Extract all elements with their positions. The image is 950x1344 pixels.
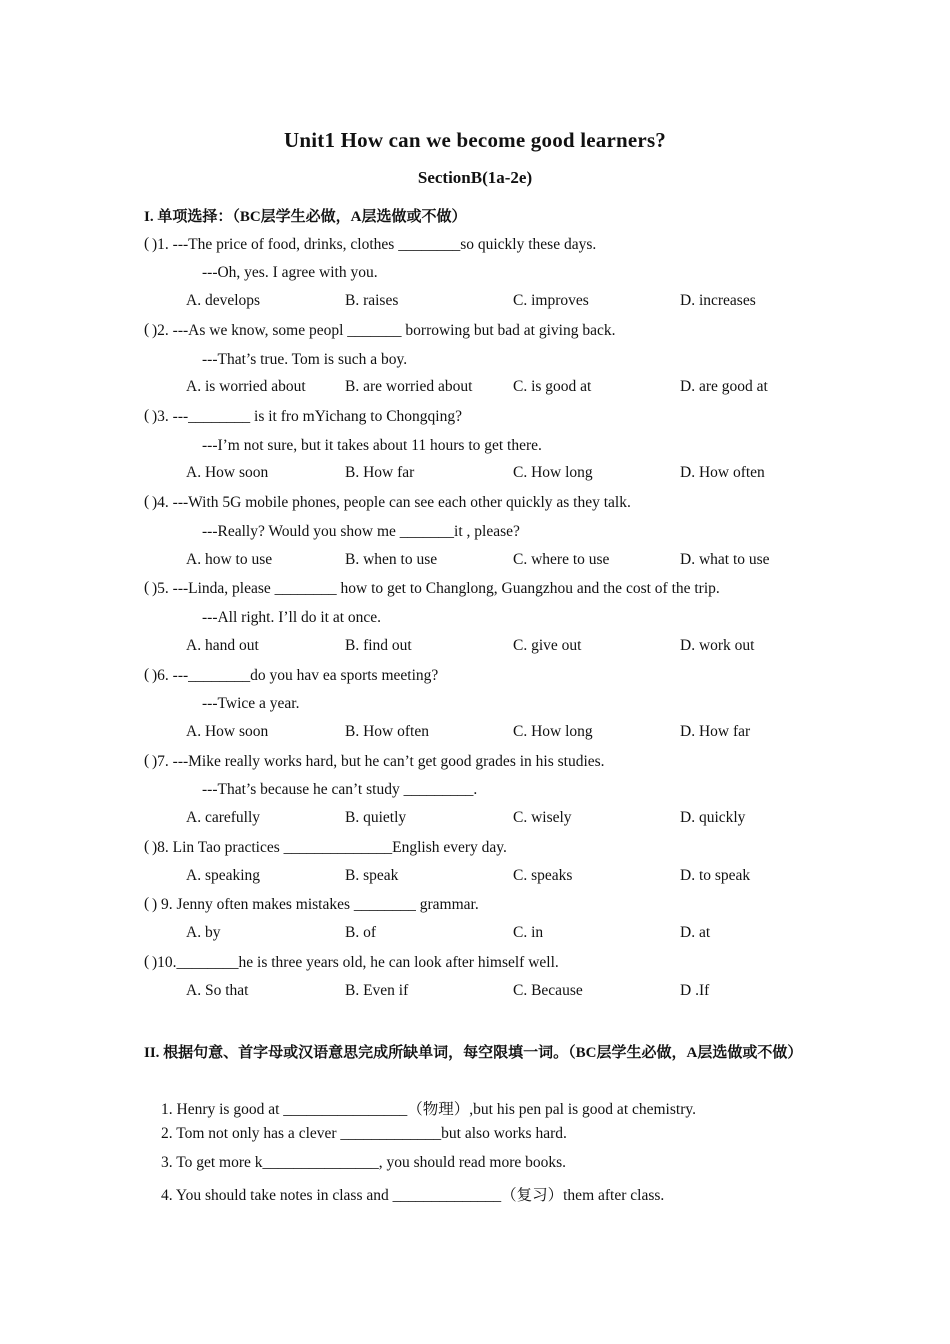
fill-item-4: 4. You should take notes in class and ______________（复习）them after class.: [161, 1187, 665, 1204]
option-d: D. at: [680, 924, 711, 941]
option-b: B. How often: [345, 723, 429, 740]
option-a: A. is worried about: [186, 378, 306, 395]
section1-heading: I. 单项选择：（BC层学生必做，A层选做或不做）: [144, 209, 467, 225]
option-a: A. hand out: [186, 637, 259, 654]
answer-paren: (: [144, 895, 150, 912]
option-a: A. How soon: [186, 464, 269, 481]
answer-paren: (: [144, 321, 150, 338]
option-d: D. what to use: [680, 551, 770, 568]
fill-item-3: 3. To get more k_______________, you should read more books.: [161, 1154, 567, 1171]
answer-paren: (: [144, 579, 150, 596]
option-b: B. How far: [345, 464, 415, 481]
question-line: )4. ---With 5G mobile phones, people can see each other quickly as they talk.: [152, 494, 631, 511]
question-line: )6. ---________do you hav ea sports meeting?: [152, 667, 439, 684]
fill-item-2: 2. Tom not only has a clever _____________but also works hard.: [161, 1125, 567, 1142]
option-d: D. increases: [680, 292, 756, 309]
option-a: A. how to use: [186, 551, 273, 568]
option-d: D. are good at: [680, 378, 768, 395]
answer-paren: (: [144, 953, 150, 970]
option-b: B. Even if: [345, 982, 409, 999]
option-d: D. to speak: [680, 867, 751, 884]
option-b: B. when to use: [345, 551, 438, 568]
option-b: B. of: [345, 924, 376, 941]
answer-paren: (: [144, 752, 150, 769]
question-line: ---That’s because he can’t study _________.: [202, 781, 478, 798]
answer-paren: (: [144, 493, 150, 510]
question-line: )7. ---Mike really works hard, but he can’t get good grades in his studies.: [152, 753, 605, 770]
question-line: ---All right. I’ll do it at once.: [202, 609, 382, 626]
question-line: ) 9. Jenny often makes mistakes ________ grammar.: [152, 896, 479, 913]
question-line: ---That’s true. Tom is such a boy.: [202, 351, 408, 368]
question-line: )8. Lin Tao practices ______________English every day.: [152, 839, 507, 856]
option-d: D. How often: [680, 464, 765, 481]
option-d: D .If: [680, 982, 710, 999]
option-c: C. give out: [513, 637, 582, 654]
option-d: D. work out: [680, 637, 755, 654]
option-c: C. How long: [513, 723, 593, 740]
answer-paren: (: [144, 838, 150, 855]
question-line: ---I’m not sure, but it takes about 11 hours to get there.: [202, 437, 542, 454]
page-subtitle: SectionB(1a-2e): [417, 168, 533, 187]
answer-paren: (: [144, 407, 150, 424]
option-a: A. How soon: [186, 723, 269, 740]
option-b: B. are worried about: [345, 378, 473, 395]
option-b: B. raises: [345, 292, 399, 309]
question-line: )2. ---As we know, some peopl _______ borrowing but bad at giving back.: [152, 322, 616, 339]
option-d: D. quickly: [680, 809, 746, 826]
question-line: ---Oh, yes. I agree with you.: [202, 264, 378, 281]
question-line: )10.________he is three years old, he can look after himself well.: [152, 954, 559, 971]
option-a: A. carefully: [186, 809, 261, 826]
question-line: ---Really? Would you show me _______it , please?: [202, 523, 520, 540]
option-c: C. Because: [513, 982, 583, 999]
option-c: C. where to use: [513, 551, 610, 568]
option-c: C. speaks: [513, 867, 573, 884]
answer-paren: (: [144, 235, 150, 252]
option-b: B. quietly: [345, 809, 407, 826]
answer-paren: (: [144, 666, 150, 683]
option-a: A. speaking: [186, 867, 261, 884]
option-c: C. How long: [513, 464, 593, 481]
section2-heading: II. 根据句意、首字母或汉语意思完成所缺单词，每空限填一词。（BC层学生必做，A层选做或不做）: [144, 1045, 803, 1061]
option-a: A. develops: [186, 292, 261, 309]
option-a: A. by: [186, 924, 221, 941]
question-line: )5. ---Linda, please ________ how to get to Changlong, Guangzhou and the cost of the trip.: [152, 580, 720, 597]
option-c: C. improves: [513, 292, 589, 309]
option-b: B. find out: [345, 637, 412, 654]
question-line: )1. ---The price of food, drinks, clothes ________so quickly these days.: [152, 236, 597, 253]
option-b: B. speak: [345, 867, 399, 884]
option-d: D. How far: [680, 723, 751, 740]
question-line: ---Twice a year.: [202, 695, 300, 712]
page-title: Unit1 How can we become good learners?: [283, 128, 667, 152]
fill-item-1: 1. Henry is good at ________________（物理）,but his pen pal is good at chemistry.: [161, 1101, 696, 1118]
option-a: A. So that: [186, 982, 249, 999]
option-c: C. wisely: [513, 809, 572, 826]
question-line: )3. ---________ is it fro mYichang to Chongqing?: [152, 408, 462, 425]
option-c: C. in: [513, 924, 544, 941]
option-c: C. is good at: [513, 378, 592, 395]
